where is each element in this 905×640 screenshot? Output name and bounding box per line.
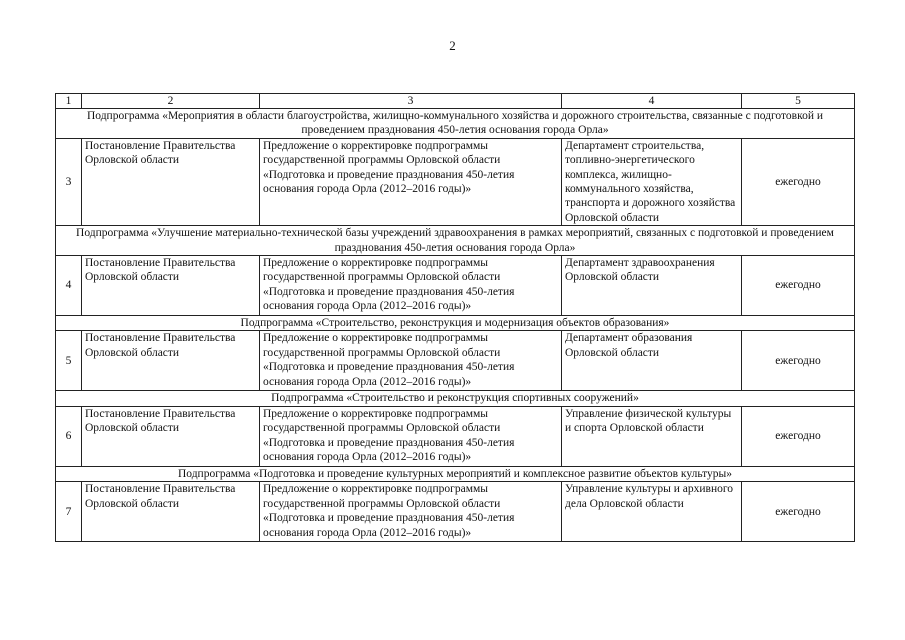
column-header: 3 xyxy=(260,94,562,109)
responsible-cell: Департамент образования Орловской области xyxy=(562,331,742,391)
frequency-cell: ежегодно xyxy=(742,406,855,466)
document-cell: Постановление Правительства Орловской области xyxy=(82,331,260,391)
document-cell: Постановление Правительства Орловской области xyxy=(82,256,260,316)
table-row xyxy=(56,138,855,225)
subprogram-row xyxy=(56,109,855,139)
column-number-row xyxy=(56,94,855,109)
row-number: 7 xyxy=(56,482,82,542)
document-cell: Постановление Правительства Орловской области xyxy=(82,138,260,225)
row-number: 5 xyxy=(56,331,82,391)
subprogram-row xyxy=(56,226,855,256)
subprogram-row xyxy=(56,316,855,331)
row-number: 3 xyxy=(56,138,82,225)
action-cell: Предложение о корректировке подпрограммы государственной программы Орловской области «Подготовка и проведение празднования 450-летия основания города Орла (2012–2016 годы)» xyxy=(260,331,562,391)
document-cell: Постановление Правительства Орловской области xyxy=(82,482,260,542)
row-number: 6 xyxy=(56,406,82,466)
subprogram-title: Подпрограмма «Строительство, реконструкция и модернизация объектов образования» xyxy=(56,316,855,331)
column-header: 1 xyxy=(56,94,82,109)
action-cell: Предложение о корректировке подпрограммы государственной программы Орловской области «Подготовка и проведение празднования 450-летия основания города Орла (2012–2016 годы)» xyxy=(260,138,562,225)
responsible-cell: Управление физической культуры и спорта Орловской области xyxy=(562,406,742,466)
frequency-cell: ежегодно xyxy=(742,331,855,391)
frequency-cell: ежегодно xyxy=(742,138,855,225)
responsible-cell: Департамент здравоохранения Орловской области xyxy=(562,256,742,316)
subprogram-title: Подпрограмма «Улучшение материально-технической базы учреждений здравоохранения в рамках мероприятий, связанных с подготовкой и проведением празднования 450-летия основания города Орла» xyxy=(56,226,855,256)
document-cell: Постановление Правительства Орловской области xyxy=(82,406,260,466)
action-cell: Предложение о корректировке подпрограммы государственной программы Орловской области «Подготовка и проведение празднования 450-летия основания города Орла (2012–2016 годы)» xyxy=(260,406,562,466)
measures-table xyxy=(55,93,855,542)
column-header: 2 xyxy=(82,94,260,109)
responsible-cell: Департамент строительства, топливно-энергетического комплекса, жилищно-коммунального хозяйства, транспорта и дорожного хозяйства Орловской области xyxy=(562,138,742,225)
responsible-cell: Управление культуры и архивного дела Орловской области xyxy=(562,482,742,542)
subprogram-title: Подпрограмма «Строительство и реконструкция спортивных сооружений» xyxy=(56,391,855,406)
column-header: 5 xyxy=(742,94,855,109)
table-row xyxy=(56,482,855,542)
subprogram-row xyxy=(56,391,855,406)
action-cell: Предложение о корректировке подпрограммы государственной программы Орловской области «Подготовка и проведение празднования 450-летия основания города Орла (2012–2016 годы)» xyxy=(260,482,562,542)
table-row xyxy=(56,331,855,391)
action-cell: Предложение о корректировке подпрограммы государственной программы Орловской области «Подготовка и проведение празднования 450-летия основания города Орла (2012–2016 годы)» xyxy=(260,256,562,316)
frequency-cell: ежегодно xyxy=(742,256,855,316)
table-row xyxy=(56,256,855,316)
frequency-cell: ежегодно xyxy=(742,482,855,542)
table-row xyxy=(56,406,855,466)
row-number: 4 xyxy=(56,256,82,316)
subprogram-row xyxy=(56,466,855,481)
subprogram-title: Подпрограмма «Мероприятия в области благоустройства, жилищно-коммунального хозяйства и дорожного строительства, связанные с подготовкой и проведением празднования 450-летия основания города Орла» xyxy=(56,109,855,139)
subprogram-title: Подпрограмма «Подготовка и проведение культурных мероприятий и комплексное развитие объектов культуры» xyxy=(56,466,855,481)
column-header: 4 xyxy=(562,94,742,109)
page-number: 2 xyxy=(449,38,456,53)
